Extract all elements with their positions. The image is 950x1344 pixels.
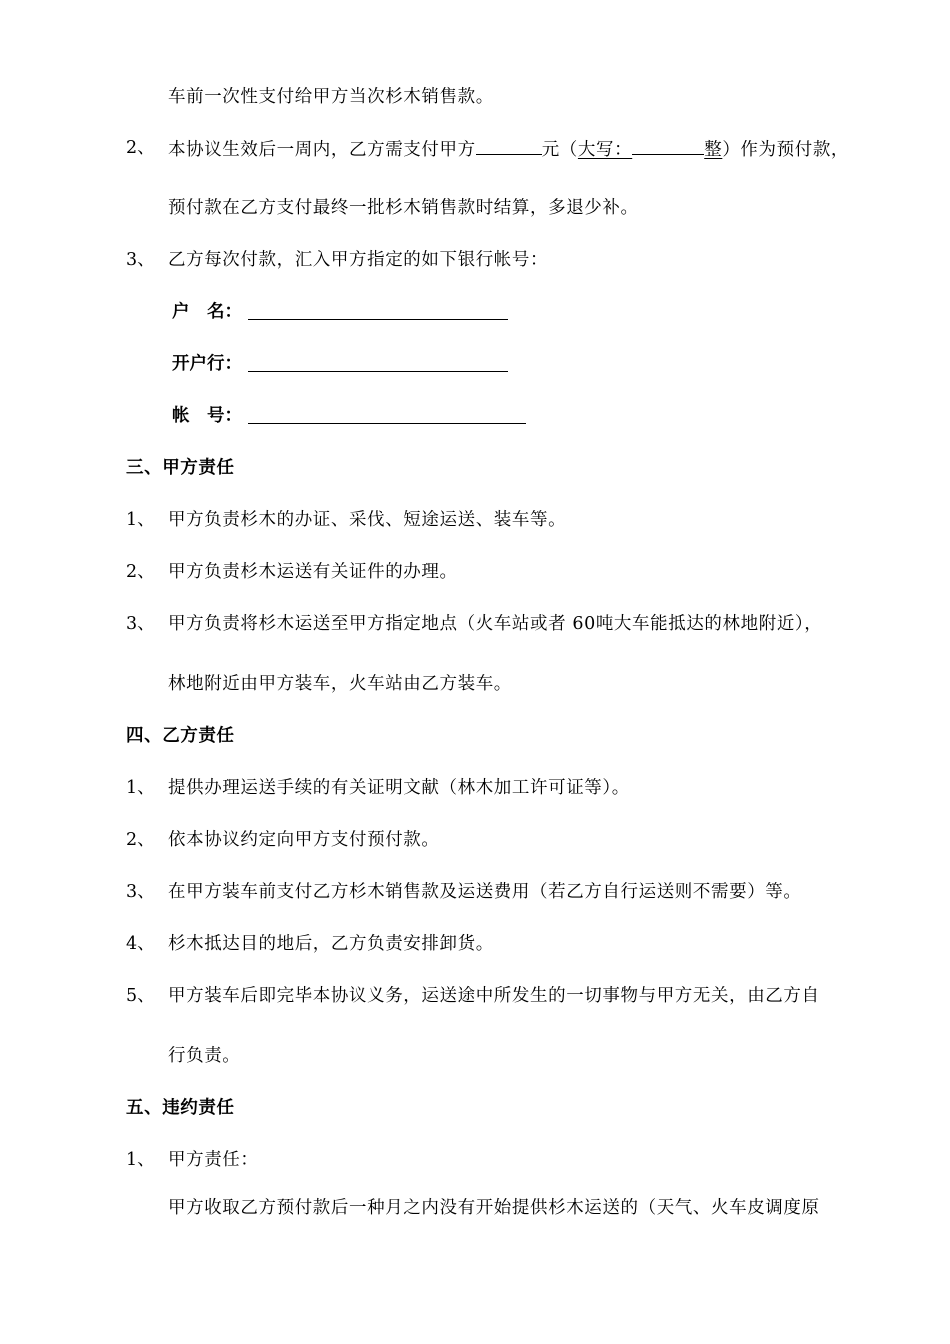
item-number: 3、 xyxy=(126,250,155,270)
list-item-continuation: 甲方收取乙方预付款后一种月之内没有开始提供杉木运送的（天气、火车皮调度原 xyxy=(168,1198,820,1218)
list-item: 甲方负责将杉木运送至甲方指定地点（火车站或者 60吨大车能抵达的林地附近）， xyxy=(168,614,823,634)
list-item: 提供办理运送手续的有关证明文献（林木加工许可证等）。 xyxy=(168,778,630,798)
list-item: 甲方责任： xyxy=(168,1150,259,1170)
account-name-label: 户 名： xyxy=(172,302,242,322)
amount-capital-blank xyxy=(632,136,704,155)
item-number: 1、 xyxy=(126,1150,155,1170)
list-item: 甲方负责杉木运送有关证件的办理。 xyxy=(168,562,458,582)
item-number: 2、 xyxy=(126,562,155,582)
payment-clause-end: ）作为预付款， xyxy=(722,140,850,160)
item-number: 2、 xyxy=(126,830,155,850)
account-number-label: 帐 号： xyxy=(172,406,242,426)
item-number: 1、 xyxy=(126,778,155,798)
list-item: 依本协议约定向甲方支付预付款。 xyxy=(168,830,440,850)
payment-clause-text: 本协议生效后一周内，乙方需支付甲方 xyxy=(168,140,476,160)
account-number-blank xyxy=(248,422,526,424)
list-item-continuation: 林地附近由甲方装车，火车站由乙方装车。 xyxy=(168,674,512,694)
paragraph-continuation: 车前一次性支付给甲方当次杉木销售款。 xyxy=(168,87,494,107)
item-number: 1、 xyxy=(126,510,155,530)
list-item: 甲方装车后即完毕本协议义务，运送途中所发生的一切事物与甲方无关，由乙方自 xyxy=(168,986,820,1006)
amount-blank xyxy=(476,136,542,155)
account-name-blank xyxy=(248,318,508,320)
bank-branch-label: 开户行： xyxy=(172,354,242,374)
item-number: 3、 xyxy=(126,882,155,902)
section-title: 四、乙方责任 xyxy=(126,726,235,746)
list-item: 甲方负责杉木的办证、采伐、短途运送、装车等。 xyxy=(168,510,567,530)
payment-clause-line2: 预付款在乙方支付最终一批杉木销售款时结算，多退少补。 xyxy=(168,198,639,218)
amount-capital-suffix: 整 xyxy=(704,140,723,160)
item-number: 3、 xyxy=(126,614,155,634)
section-title: 五、违约责任 xyxy=(126,1098,235,1118)
bank-branch-blank xyxy=(248,370,508,372)
bank-clause: 乙方每次付款，汇入甲方指定的如下银行帐号： xyxy=(168,250,549,270)
list-item: 杉木抵达目的地后，乙方负责安排卸货。 xyxy=(168,934,494,954)
section-title: 三、甲方责任 xyxy=(126,458,235,478)
payment-clause-yuan: 元（ xyxy=(541,140,578,160)
payment-clause xyxy=(168,136,849,162)
amount-capital-label: 大写： xyxy=(577,140,633,160)
item-number: 5、 xyxy=(126,986,155,1006)
list-item-continuation: 行负责。 xyxy=(168,1046,241,1066)
item-number: 2、 xyxy=(126,138,155,158)
item-number: 4、 xyxy=(126,934,155,954)
list-item: 在甲方装车前支付乙方杉木销售款及运送费用（若乙方自行运送则不需要）等。 xyxy=(168,882,802,902)
